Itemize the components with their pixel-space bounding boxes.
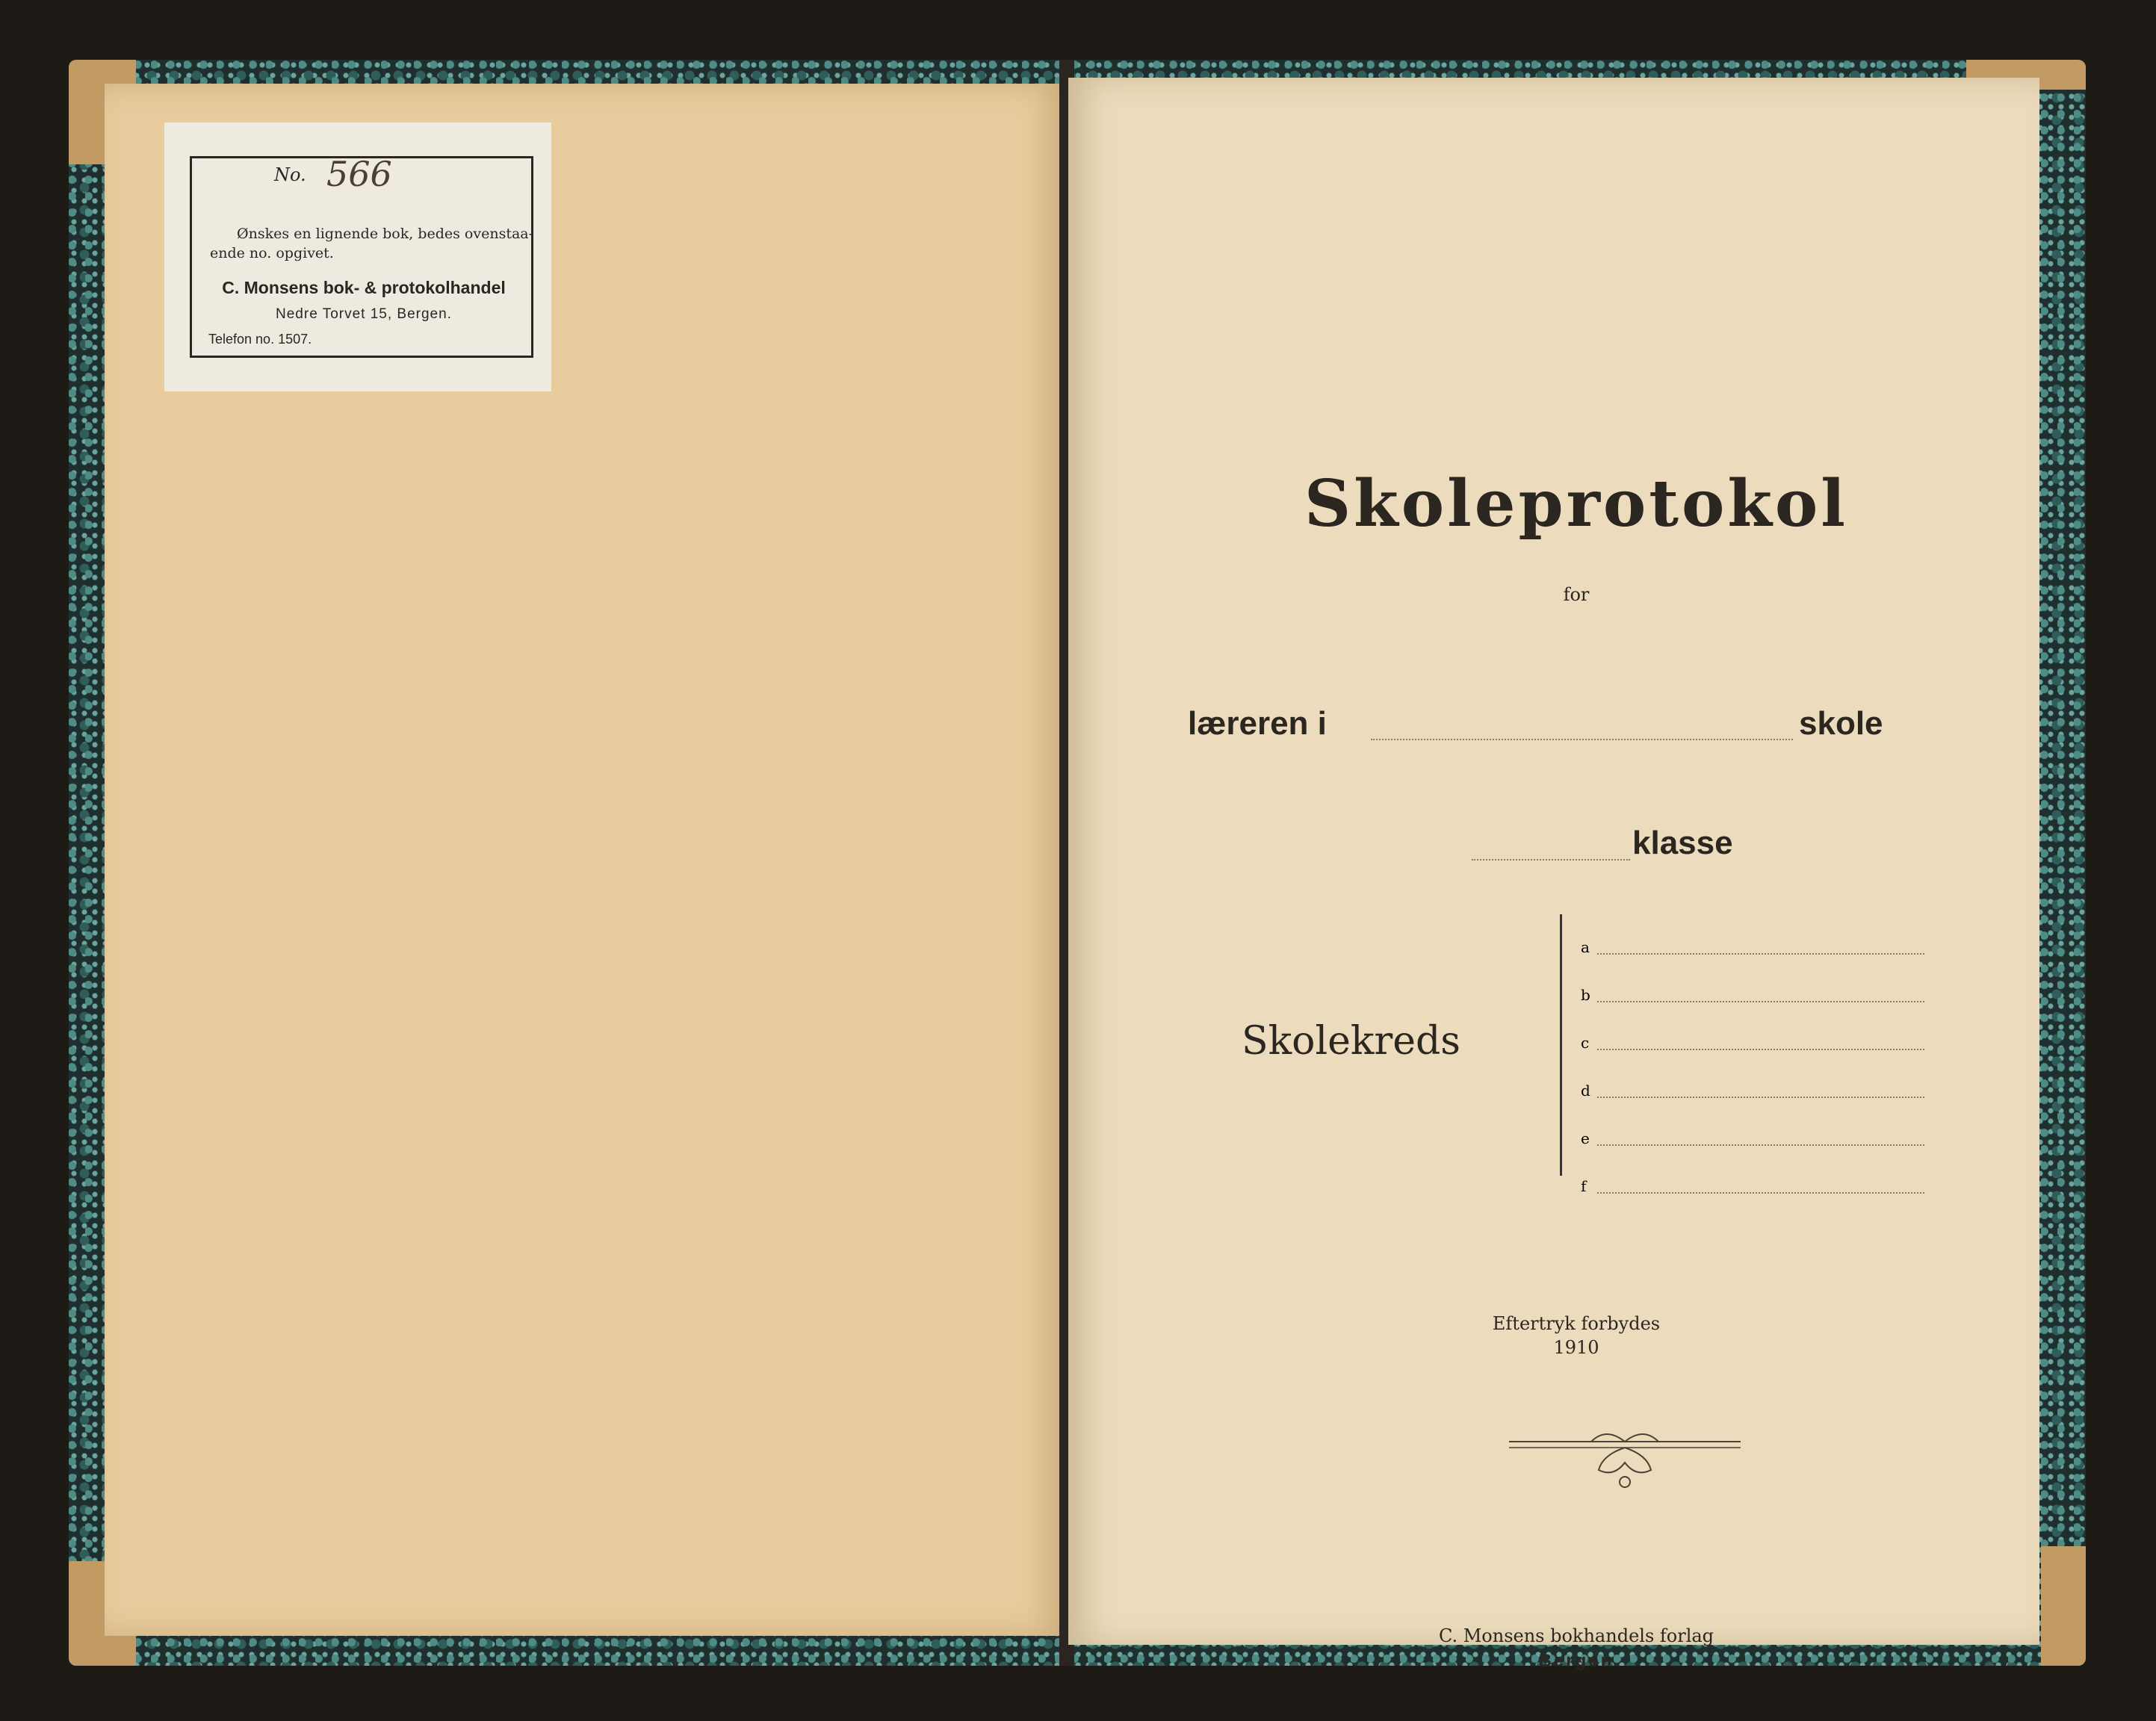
label-address: Nedre Torvet 15, Bergen.: [276, 306, 452, 322]
district-label: Skolekreds: [1242, 1019, 1460, 1064]
label-number-value: 566: [326, 154, 392, 194]
brace: [1560, 914, 1565, 1176]
publisher-city: Bergen: [1538, 1651, 1614, 1671]
district-row-letter: e: [1581, 1129, 1590, 1147]
leather-corner: [2041, 1546, 2086, 1666]
bookseller-label: [164, 123, 551, 391]
teacher-fill-line: [1371, 739, 1793, 740]
district-fill-line: [1597, 1097, 1924, 1098]
district-row: [1581, 929, 1924, 959]
for-text: for: [1563, 584, 1590, 605]
district-fill-line: [1597, 1144, 1924, 1146]
district-fill-line: [1597, 1001, 1924, 1002]
open-book: [69, 60, 2086, 1671]
label-phone: Telefon no. 1507.: [208, 332, 312, 347]
district-row-letter: a: [1581, 938, 1590, 956]
district-fill-line: [1597, 1049, 1924, 1050]
district-row: [1581, 1120, 1924, 1150]
label-note-line2: ende no. opgivet.: [210, 245, 334, 261]
left-endpaper: [105, 84, 1062, 1636]
district-row-letter: c: [1581, 1034, 1590, 1052]
school-label: skole: [1799, 705, 1883, 742]
label-shop-name: C. Monsens bok- & protokolhandel: [222, 278, 506, 297]
district-row-letter: d: [1581, 1082, 1590, 1100]
district-row: [1581, 1168, 1924, 1198]
teacher-label: læreren i: [1188, 705, 1327, 742]
district-row-letter: f: [1581, 1177, 1587, 1195]
label-note-line1: Ønskes en lignende bok, bedes ovenstaa-: [237, 226, 534, 242]
class-fill-line: [1472, 859, 1630, 860]
district-row: [1581, 977, 1924, 1007]
bookseller-label-frame: [190, 156, 533, 358]
publisher-name: C. Monsens bokhandels forlag: [1438, 1625, 1714, 1646]
district-row-letter: b: [1581, 986, 1590, 1004]
publication-year: 1910: [1553, 1337, 1599, 1358]
label-number-prefix: No.: [274, 164, 306, 185]
district-row: [1581, 1073, 1924, 1103]
district-row: [1581, 1025, 1924, 1055]
class-label: klasse: [1632, 825, 1733, 861]
title-page: [1068, 78, 2039, 1671]
ornament-icon: [1509, 1419, 1741, 1494]
district-fill-line: [1597, 953, 1924, 955]
page-title: Skoleprotokol: [1304, 466, 1848, 542]
copyright-notice: Eftertryk forbydes: [1492, 1313, 1661, 1334]
district-fill-line: [1597, 1192, 1924, 1194]
